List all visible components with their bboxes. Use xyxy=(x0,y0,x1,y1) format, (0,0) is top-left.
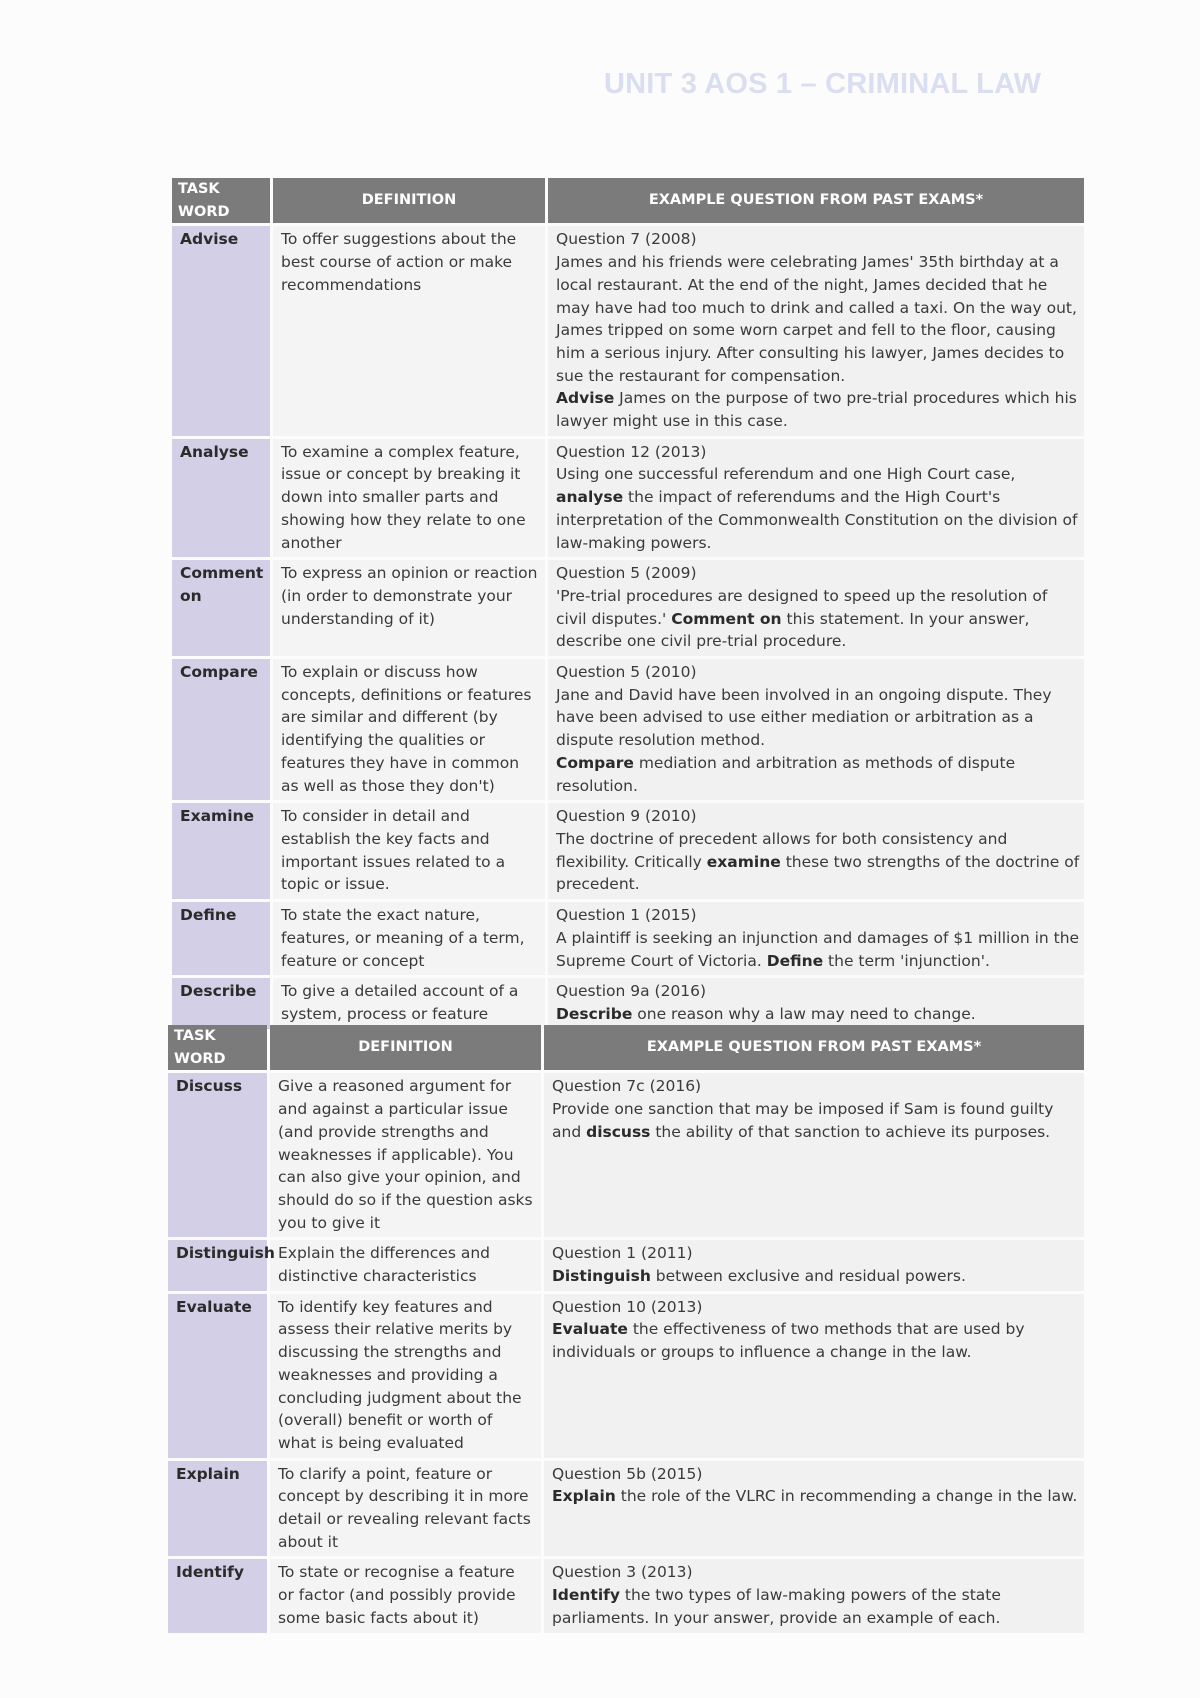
definition-cell: Give a reasoned argument for and against a particular issue (and provide strengths and weaknesses if applicable). You can also give your opinion, and should do so if the question asks you to give it xyxy=(270,1073,541,1237)
column-header-task-word: TASK WORD xyxy=(172,178,270,223)
question-text: Identify the two types of law-making powers of the state parliaments. In your answer, provide an example of each. xyxy=(552,1586,1001,1627)
table-row xyxy=(168,1240,1084,1290)
definition-cell: To explain or discuss how concepts, definitions or features are similar and different (by identifying the qualities or features they have in common as well as those they don't) xyxy=(273,659,545,800)
table-row xyxy=(172,560,1084,656)
question-number: Question 5 (2009) xyxy=(556,564,697,583)
task-word-cell: Analyse xyxy=(172,439,270,558)
column-header-definition: DEFINITION xyxy=(270,1025,541,1070)
task-word-cell: Describe xyxy=(172,978,270,1028)
column-header-definition: DEFINITION xyxy=(273,178,545,223)
question-text: James and his friends were celebrating James' 35th birthday at a local restaurant. At the end of the night, James decided that he may have had too much to drink and called a taxi. On the way out, James tripped on some worn carpet and fell to the floor, causing him a serious injury. After consulting his lawyer, James decides to sue the restaurant for compensation. Advise James on the purpose of two pre-trial procedures which his lawyer might use in this case. xyxy=(556,253,1077,431)
table-row xyxy=(168,1294,1084,1458)
table-row xyxy=(172,226,1084,435)
question-number: Question 1 (2011) xyxy=(552,1244,693,1263)
definition-cell: To clarify a point, feature or concept by describing it in more detail or revealing relevant facts about it xyxy=(270,1461,541,1557)
question-number: Question 10 (2013) xyxy=(552,1297,703,1316)
question-number: Question 7c (2016) xyxy=(552,1077,702,1096)
definition-cell: To offer suggestions about the best course of action or make recommendations xyxy=(273,226,545,435)
task-word-cell: Define xyxy=(172,902,270,975)
table-row xyxy=(168,1559,1084,1632)
question-text: Using one successful referendum and one High Court case, analyse the impact of referendums and the High Court's interpretation of the Commonwealth Constitution on the division of law-making powers. xyxy=(556,465,1078,552)
task-word-cell: Identify xyxy=(168,1559,267,1632)
definition-cell: To state the exact nature, features, or meaning of a term, feature or concept xyxy=(273,902,545,975)
example-question-cell xyxy=(544,1294,1084,1458)
table-row xyxy=(172,803,1084,899)
table-row xyxy=(172,902,1084,975)
task-word-cell: Compare xyxy=(172,659,270,800)
example-question-cell xyxy=(548,560,1084,656)
table-body xyxy=(172,226,1084,1028)
example-question-cell xyxy=(544,1240,1084,1290)
definition-cell: To examine a complex feature, issue or concept by breaking it down into smaller parts and showing how they relate to one another xyxy=(273,439,545,558)
table-row xyxy=(168,1461,1084,1557)
definition-cell: To give a detailed account of a system, process or feature xyxy=(273,978,545,1028)
table-body xyxy=(168,1073,1084,1632)
table-row xyxy=(172,439,1084,558)
task-word-cell: Advise xyxy=(172,226,270,435)
example-question-cell xyxy=(548,226,1084,435)
definition-cell: To consider in detail and establish the key facts and important issues related to a topic or issue. xyxy=(273,803,545,899)
example-question-cell xyxy=(544,1073,1084,1237)
column-header-task-word: TASK WORD xyxy=(168,1025,267,1070)
question-text: Jane and David have been involved in an ongoing dispute. They have been advised to use either mediation or arbitration as a dispute resolution method. Compare mediation and arbitration as methods of dispute resolution. xyxy=(556,685,1052,795)
table-row xyxy=(168,1073,1084,1237)
question-text: The doctrine of precedent allows for both consistency and flexibility. Critically examine these two strengths of the doctrine of precedent. xyxy=(556,829,1080,894)
question-text: Explain the role of the VLRC in recommending a change in the law. xyxy=(552,1487,1078,1506)
table-header-row xyxy=(168,1025,1084,1070)
column-header-example: EXAMPLE QUESTION FROM PAST EXAMS* xyxy=(548,178,1084,223)
question-text: Provide one sanction that may be imposed if Sam is found guilty and discuss the ability of that sanction to achieve its purposes. xyxy=(552,1100,1054,1141)
question-number: Question 9 (2010) xyxy=(556,807,697,826)
example-question-cell xyxy=(548,902,1084,975)
task-word-cell: Examine xyxy=(172,803,270,899)
table-row xyxy=(172,659,1084,800)
task-word-cell: Evaluate xyxy=(168,1294,267,1458)
question-text: 'Pre-trial procedures are designed to speed up the resolution of civil disputes.' Comment on this statement. In your answer, describe one civil pre-trial procedure. xyxy=(556,586,1048,651)
question-number: Question 9a (2016) xyxy=(556,982,707,1001)
question-text: Distinguish between exclusive and residual powers. xyxy=(552,1267,966,1286)
definition-cell: To state or recognise a feature or factor (and possibly provide some basic facts about it) xyxy=(270,1559,541,1632)
column-header-example: EXAMPLE QUESTION FROM PAST EXAMS* xyxy=(544,1025,1084,1070)
task-word-cell: Distinguish xyxy=(168,1240,267,1290)
definition-cell: Explain the differences and distinctive characteristics xyxy=(270,1240,541,1290)
example-question-cell xyxy=(548,439,1084,558)
task-word-cell: Explain xyxy=(168,1461,267,1557)
question-number: Question 7 (2008) xyxy=(556,230,697,249)
example-question-cell xyxy=(544,1461,1084,1557)
task-word-table xyxy=(169,175,1087,1032)
example-question-cell xyxy=(548,659,1084,800)
example-question-cell xyxy=(544,1559,1084,1632)
question-number: Question 5b (2015) xyxy=(552,1464,703,1483)
definition-cell: To identify key features and assess their relative merits by discussing the strengths and weaknesses and providing a concluding judgment about the (overall) benefit or worth of what is being evaluated xyxy=(270,1294,541,1458)
task-word-cell: Comment on xyxy=(172,560,270,656)
question-text: Evaluate the effectiveness of two methods that are used by individuals or groups to influence a change in the law. xyxy=(552,1320,1025,1362)
definition-cell: To express an opinion or reaction (in order to demonstrate your understanding of it) xyxy=(273,560,545,656)
question-number: Question 1 (2015) xyxy=(556,906,697,925)
question-text: Describe one reason why a law may need to change. xyxy=(556,1004,976,1023)
question-text: A plaintiff is seeking an injunction and damages of $1 million in the Supreme Court of Victoria. Define the term 'injunction'. xyxy=(556,928,1080,970)
question-number: Question 5 (2010) xyxy=(556,663,697,682)
page-title: UNIT 3 AOS 1 – CRIMINAL LAW xyxy=(604,68,1042,100)
table-header-row xyxy=(172,178,1084,223)
example-question-cell xyxy=(548,803,1084,899)
question-number: Question 3 (2013) xyxy=(552,1563,693,1582)
task-word-table-continued xyxy=(165,1022,1087,1636)
question-number: Question 12 (2013) xyxy=(556,442,707,461)
task-word-cell: Discuss xyxy=(168,1073,267,1237)
